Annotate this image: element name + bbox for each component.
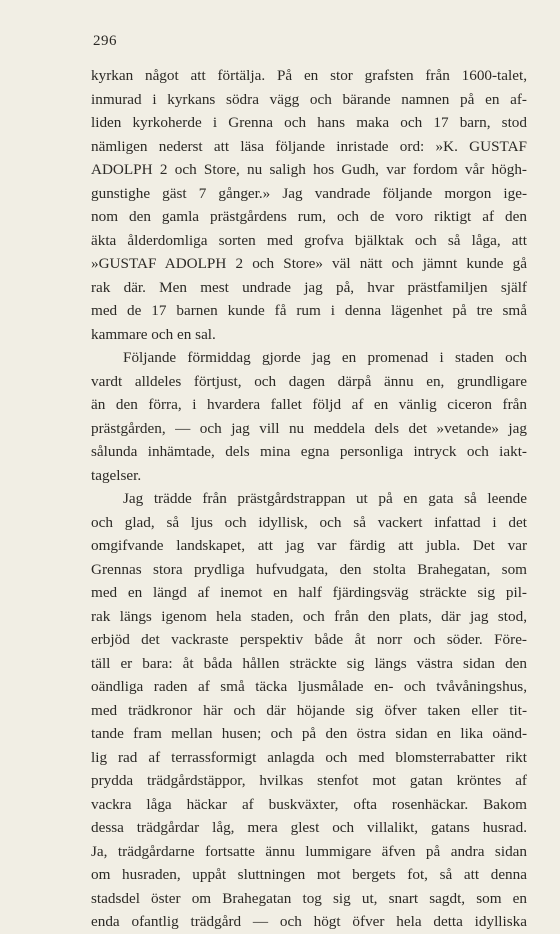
text-line: dessa trädgårdar låg, mera glest och villalikt, gatans husrad.	[91, 819, 527, 836]
text-line: ADOLPH 2 och Store, nu saligh hos Gudh, var fordom vår högh-	[91, 161, 527, 178]
text-line: och glad, så ljus och idyllisk, och så vackert infattad i det	[91, 513, 527, 531]
text-line: täll er bara: åt båda hållen sträckte sig längs västra sidan den	[91, 654, 527, 672]
text-line: med trädkronor här och där höjande sig öfver taken eller tit-	[91, 701, 527, 719]
text-line: med de 17 barnen kunde få rum i denna lägenhet på tre små	[91, 302, 527, 319]
text-line: nom den gamla prästgårdens rum, och de voro riktigt af den	[91, 208, 527, 225]
text-line: om husraden, uppåt sluttningen mot bergets fot, så att denna	[91, 866, 527, 883]
text-line: lig rad af terrassformigt anlagda och med blomsterrabatter rikt	[91, 748, 527, 766]
text-line: rak där. Men mest undrade jag på, hvar prästfamiljen själf	[91, 278, 527, 296]
text-line: Jag trädde från prästgårdstrappan ut på en gata så leende	[123, 490, 527, 507]
text-line: kammare och en sal.	[91, 325, 216, 343]
text-line: prästgården, — och jag vill nu meddela dels det »vetande» jag	[91, 419, 527, 437]
text-line: liden kyrkoherde i Grenna och hans maka och 17 barn, stod	[91, 114, 527, 131]
text-line: erbjöd det vackraste perspektiv både åt norr och söder. Före-	[91, 631, 527, 648]
text-line: än den förra, i hvardera fallet följd af en vänlig ciceron från	[91, 396, 527, 413]
text-line: gunstighe gäst 7 gånger.» Jag vandrade följande morgon ige-	[91, 184, 527, 202]
text-line: oändliga raden af små täcka ljusmålade en- och tvåvåningshus,	[91, 678, 527, 695]
text-line: med en längd af inemot en half fjärdingsväg sträckte sig pil-	[91, 584, 527, 601]
text-line: kyrkan något att förtälja. På en stor grafsten från 1600-talet,	[91, 67, 527, 84]
text-line: prydda trädgårdstäppor, hvilkas stenfot mot gatan kröntes af	[91, 772, 527, 789]
text-line: nämligen nederst att läsa följande inristade ord: »K. GUSTAF	[91, 137, 527, 155]
text-line: tande fram mellan husen; och på den östra sidan en lika oänd-	[91, 725, 527, 742]
text-line: rak längs igenom hela staden, och från den plats, där jag stod,	[91, 607, 527, 625]
text-line: Följande förmiddag gjorde jag en promenad i staden och	[123, 349, 527, 366]
text-line: äkta ålderdomliga sorten med grofva bjälktak och så låga, att	[91, 231, 527, 249]
text-line: »GUSTAF ADOLPH 2 och Store» väl nätt och jämnt kunde gå	[91, 255, 527, 272]
text-line: stadsdel öster om Brahegatan tog sig ut, snart sagdt, som en	[91, 889, 527, 907]
text-line: Grennas stora prydliga hufvudgata, den stolta Brahegatan, som	[91, 560, 527, 578]
body-text	[91, 64, 527, 934]
text-line: sålunda inhämtade, dels mina egna personliga intryck och iakt-	[91, 443, 527, 460]
text-line: vackra låga häckar af buskväxter, ofta rosenhäckar. Bakom	[91, 795, 527, 813]
text-line: omgifvande landskapet, att jag var färdig att jubla. Det var	[91, 537, 527, 554]
text-line: Ja, trädgårdarne fortsatte ännu lummigare äfven på andra sidan	[91, 842, 527, 860]
text-line: vardt alldeles förtjust, och dagen därpå ännu en, grundligare	[91, 372, 527, 390]
text-line: inmurad i kyrkans södra vägg och bärande namnen på en af-	[91, 90, 527, 108]
text-line: tagelser.	[91, 466, 142, 484]
page-number: 296	[93, 33, 117, 49]
text-line: enda ofantlig trädgård — och högt öfver hela detta idylliska	[91, 913, 527, 930]
